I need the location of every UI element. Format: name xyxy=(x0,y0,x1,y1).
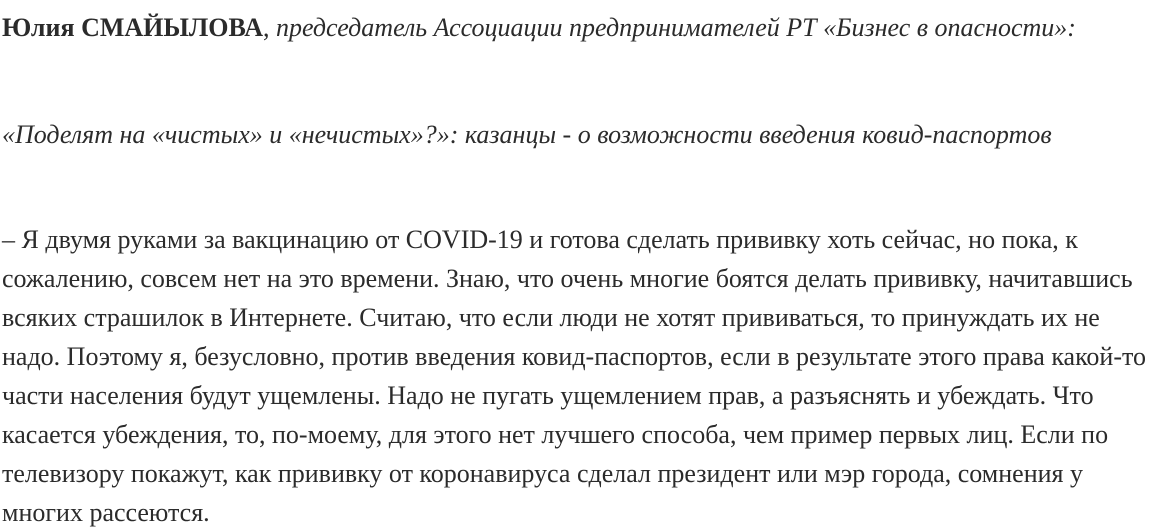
related-article-link[interactable]: «Поделят на «чистых» и «нечистых»?»: казанцы - о возможности введения ковид-паспортов xyxy=(2,120,1052,149)
speaker-name: Юлия СМАЙЫЛОВА xyxy=(2,13,263,42)
quote-paragraph: – Я двумя руками за вакцинацию от COVID-19 и готова сделать прививку хоть сейчас, но пока, к сожалению, совсем нет на это времени. Знаю, что очень многие боятся делать прививку, начитавшись всяких страшилок в Интернете. Считаю, что если люди не хотят прививаться, то принуждать их не надо. Поэтому я, безусловно, против введения ковид-паспортов, если в результате этого права какой-то части населения будут ущемлены. Надо не пугать ущемлением прав, а разъяснять и убеждать. Что касается убеждения, то, по-моему, для этого нет лучшего способа, чем пример первых лиц. Если по телевизору покажут, как прививку от коронавируса сделал президент или мэр города, сомнения у многих рассеются. xyxy=(2,225,1146,527)
speaker-intro xyxy=(2,8,1102,47)
speaker-separator: , xyxy=(263,13,276,42)
speaker-role: председатель Ассоциации предпринимателей РТ «Бизнес в опасности»: xyxy=(276,13,1076,42)
